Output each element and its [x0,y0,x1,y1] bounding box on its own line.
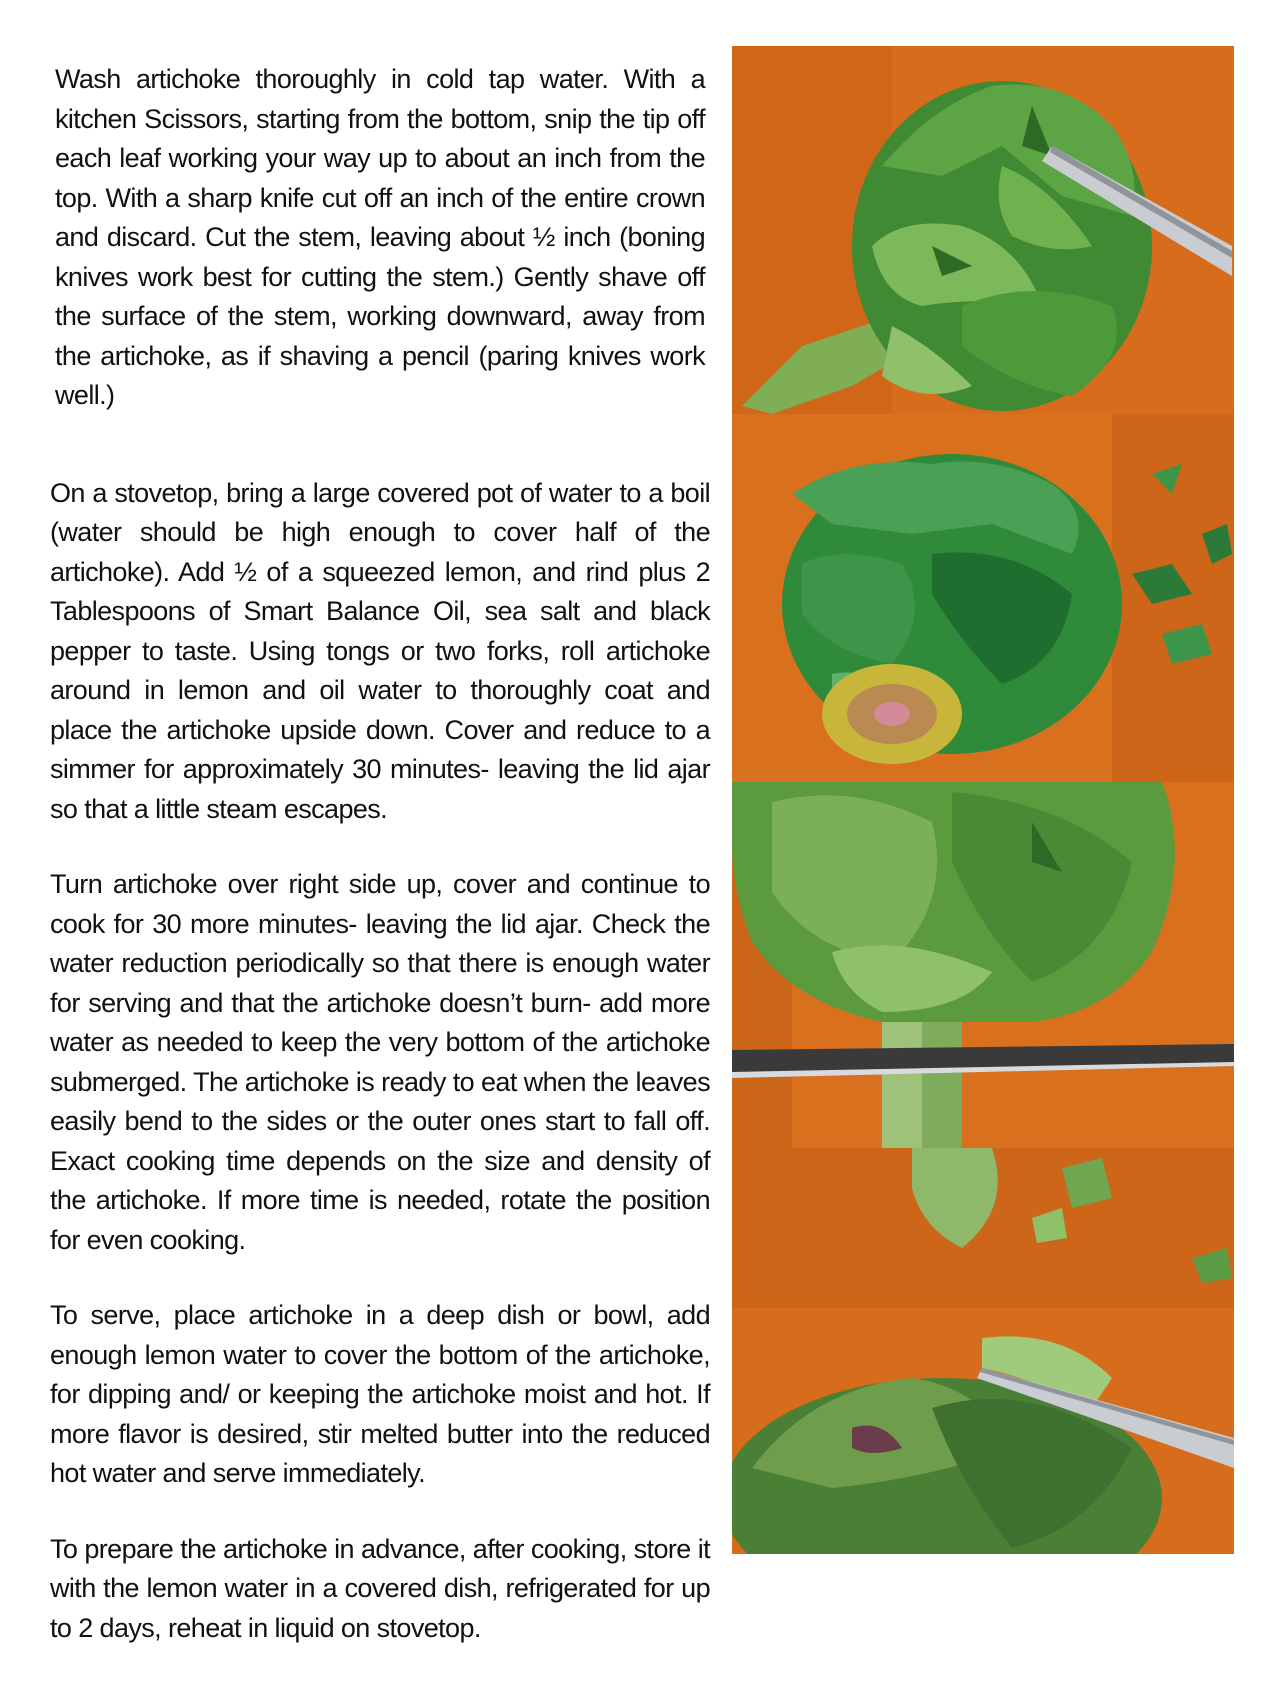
step-cook-paragraph: Turn artichoke over right side up, cover and continue to cook for 30 more minutes- leaving the lid ajar. Check the water reduction periodically so that there is enough water for serving and that the artichoke doesn’t burn- add more water as needed to keep the very bottom of the artichoke submerged. The artichoke is ready to eat when the leaves easily bend to the sides or the outer ones start to fall off. Exact cooking time depends on the size and density of the artichoke. If more time is needed, rotate the position for even cooking. [50,869,710,1255]
photo-snipping-leaves [732,46,1234,414]
photo-cutting-stem [732,782,1234,1148]
photo-strip [732,46,1234,1554]
instructions-column [50,60,710,1684]
step-serve-paragraph: To serve, place artichoke in a deep dish or bowl, add enough lemon water to cover the bottom of the artichoke, for dipping and/ or keeping the artichoke moist and hot. If more flavor is desired, stir melted butter into the reduced hot water and serve immediately. [50,1300,710,1488]
step-boil-paragraph: On a stovetop, bring a large covered pot of water to a boil (water should be high enough to cover half of the artichoke). Add ½ of a squeezed lemon, and rind plus 2 Tablespoons of Smart Balance Oil, sea salt and black pepper to taste. Using tongs or two forks, roll artichoke around in lemon and oil water to thoroughly coat and place the artichoke upside down. Cover and reduce to a simmer for approximately 30 minutes- leaving the lid ajar so that a little steam escapes. [50,477,710,824]
step-prepare-paragraph: Wash artichoke thoroughly in cold tap water. With a kitchen Scissors, starting from the bottom, snip the tip off each leaf working your way up to about an inch from the top. With a sharp knife cut off an inch of the entire crown and discard. Cut the stem, leaving about ½ inch (boning knives work best for cutting the stem.) Gently shave off the surface of the stem, working downward, away from the artichoke, as if shaving a pencil (paring knives work well.) [55,64,705,410]
photo-upside-down [732,414,1234,782]
photo-shaving-stem [732,1148,1234,1554]
step-advance-paragraph: To prepare the artichoke in advance, after cooking, store it with the lemon water in a covered dish, refrigerated for up to 2 days, reheat in liquid on stovetop. [50,1533,710,1643]
